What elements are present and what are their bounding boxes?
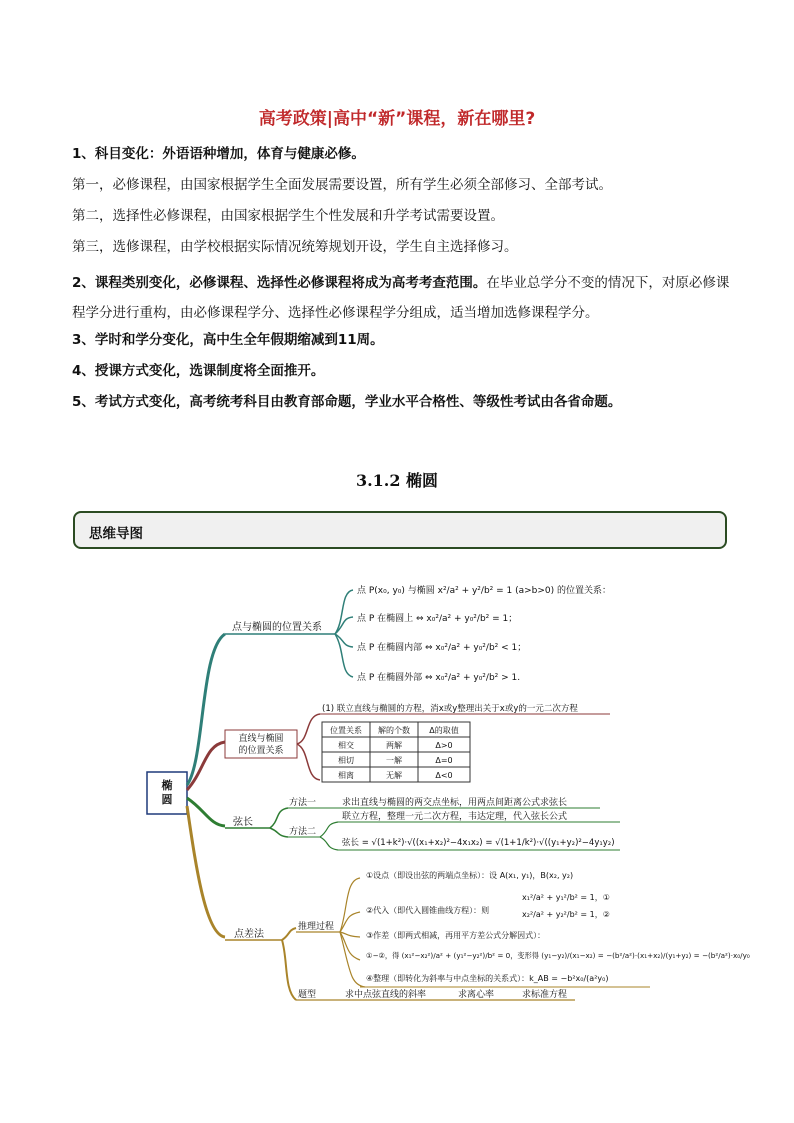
- item-5: 5、考试方式变化，高考统考科目由教育部命题，学业水平合格性、等级性考试由各省命题。: [72, 394, 622, 410]
- b4-step-curve-1: [340, 878, 360, 932]
- b4-question-3: 求标准方程: [522, 990, 568, 1000]
- b4-step-2b: x₁²/a² + y₁²/b² = 1，①: [522, 893, 610, 902]
- section-title: 3.1.2 椭圆: [355, 471, 439, 490]
- b3-label: 弦长: [233, 817, 253, 828]
- b3-m2-sub-2: [320, 837, 338, 850]
- b1-sub-4: [335, 634, 353, 677]
- b1-label: 点与椭圆的位置关系: [232, 622, 322, 633]
- b4-question-label: 题型: [298, 990, 317, 1000]
- b4-sub-1: [282, 928, 296, 940]
- b4-label: 点差法: [234, 929, 264, 940]
- b1-sub-1: [335, 590, 353, 634]
- b1-line-3: 点 P 在椭圆内部 ⇔ x₀²/a² + y₀²/b² < 1；: [357, 643, 527, 653]
- b3-method-1-text: 求出直线与椭圆的两交点坐标，用两点间距离公式求弦长: [342, 798, 568, 808]
- item-1c: 第三，选修课程，由学校根据实际情况统筹规划开设，学生自主选择修习。: [72, 239, 518, 255]
- branch-curve-2: [187, 742, 225, 790]
- item-4: 4、授课方式变化，选课制度将全面推开。: [72, 363, 325, 379]
- b3-formula: 弦长 = √(1+k²)·√((x₁+x₂)²−4x₁x₂) = √(1+1/k²)·√((y₁+y₂)²−4y₁y₂): [342, 838, 615, 848]
- item-2-bold: 2、课程类别变化，必修课程、选择性必修课程将成为高考考查范围。: [72, 275, 487, 291]
- item-2-rest: 在毕业总学分不变的情况下，对原必修课程学分进行重构，由必修课程学分、选择性必修课程学分组成，适当增加选修课程学分。: [72, 275, 730, 321]
- b4-step-1: ①设点（即设出弦的两端点坐标）：设 A(x₁, y₁)，B(x₂, y₂): [366, 871, 574, 880]
- b2-note: (1) 联立直线与椭圆的方程，消x或y整理出关于x或y的一元二次方程: [322, 704, 578, 714]
- table-cell-1-2: 两解: [386, 741, 402, 750]
- table-cell-2-1: 相切: [338, 756, 354, 765]
- b2-label-1: 直线与椭圆: [238, 734, 284, 744]
- b3-method-2-text: 联立方程，整理一元二次方程，韦达定理，代入弦长公式: [342, 812, 568, 822]
- table-header-3: Δ的取值: [429, 726, 459, 735]
- b3-m2-sub-1: [320, 822, 338, 837]
- mindmap-root-char-2: 圆: [161, 793, 173, 806]
- table-cell-3-2: 无解: [386, 771, 402, 780]
- b1-line-4: 点 P 在椭圆外部 ⇔ x₀²/a² + y₀²/b² > 1.: [357, 673, 521, 683]
- table-cell-3-3: Δ<0: [435, 771, 453, 780]
- table-cell-1-3: Δ>0: [435, 741, 453, 750]
- b4-question-2: 求离心率: [458, 990, 495, 1000]
- item-1: 1、科目变化：外语语种增加，体育与健康必修。: [72, 146, 365, 162]
- table-cell-2-3: Δ=0: [435, 756, 453, 765]
- b3-sub-1: [270, 808, 288, 828]
- b4-sub-label: 推理过程: [298, 922, 335, 932]
- b3-sub-2: [270, 828, 288, 837]
- b3-method-2: 方法二: [289, 827, 317, 837]
- b4-question-1: 求中点弦直线的斜率: [345, 990, 427, 1000]
- branch-curve-3: [187, 798, 225, 826]
- table-cell-1-1: 相交: [338, 741, 354, 750]
- branch-curve-1: [187, 634, 225, 785]
- b1-line-2: 点 P 在椭圆上 ⇔ x₀²/a² + y₀²/b² = 1；: [357, 614, 518, 624]
- table-header-2: 解的个数: [378, 726, 410, 735]
- b3-method-1: 方法一: [289, 798, 317, 808]
- b4-step-2: ②代入（即代入圆锥曲线方程）：则: [366, 906, 490, 915]
- b4-step-4: ④整理（即转化为斜率与中点坐标的关系式）：k_AB = −b²x₀/(a²y₀): [366, 974, 609, 983]
- b2-sub-2: [297, 744, 320, 780]
- b4-step-3: ③作差（即两式相减，再用平方差公式分解因式）：: [366, 931, 546, 940]
- table-cell-2-2: 一解: [386, 756, 402, 765]
- item-1b: 第二，选择性必修课程，由国家根据学生个性发展和升学考试需要设置。: [72, 208, 504, 224]
- mindmap-root-char-1: 椭: [161, 779, 173, 792]
- b2-sub-1: [297, 714, 320, 744]
- page-title: 高考政策|高中“新”课程，新在哪里?: [258, 109, 536, 129]
- mindmap-header-label: 思维导图: [89, 526, 143, 542]
- b2-label-2: 的位置关系: [238, 746, 284, 756]
- b4-sub-2: [282, 940, 296, 1000]
- table-header-1: 位置关系: [330, 726, 362, 735]
- b1-line-1: 点 P(x₀, y₀) 与椭圆 x²/a² + y²/b² = 1 (a>b>0) 的位置关系：: [357, 586, 612, 596]
- item-1a: 第一，必修课程，由国家根据学生全面发展需要设置，所有学生必须全部修习、全部考试。: [72, 177, 612, 193]
- b4-step-2c: x₂²/a² + y₂²/b² = 1，②: [522, 910, 610, 919]
- b4-step-curve-3: [340, 932, 360, 937]
- b4-step-3b: ①−②，得 (x₁²−x₂²)/a² + (y₁²−y₂²)/b² = 0，变形得 (y₁−y₂)/(x₁−x₂) = −(b²/a²)·(x₁+x₂)/(y₁+y₂) = −(b²/a²)·x₀/y₀: [366, 951, 750, 960]
- item-3: 3、学时和学分变化，高中生全年假期缩减到11周。: [72, 332, 384, 348]
- b2-table: [322, 722, 470, 782]
- b1-sub-2: [335, 617, 353, 634]
- table-cell-3-1: 相离: [338, 771, 354, 780]
